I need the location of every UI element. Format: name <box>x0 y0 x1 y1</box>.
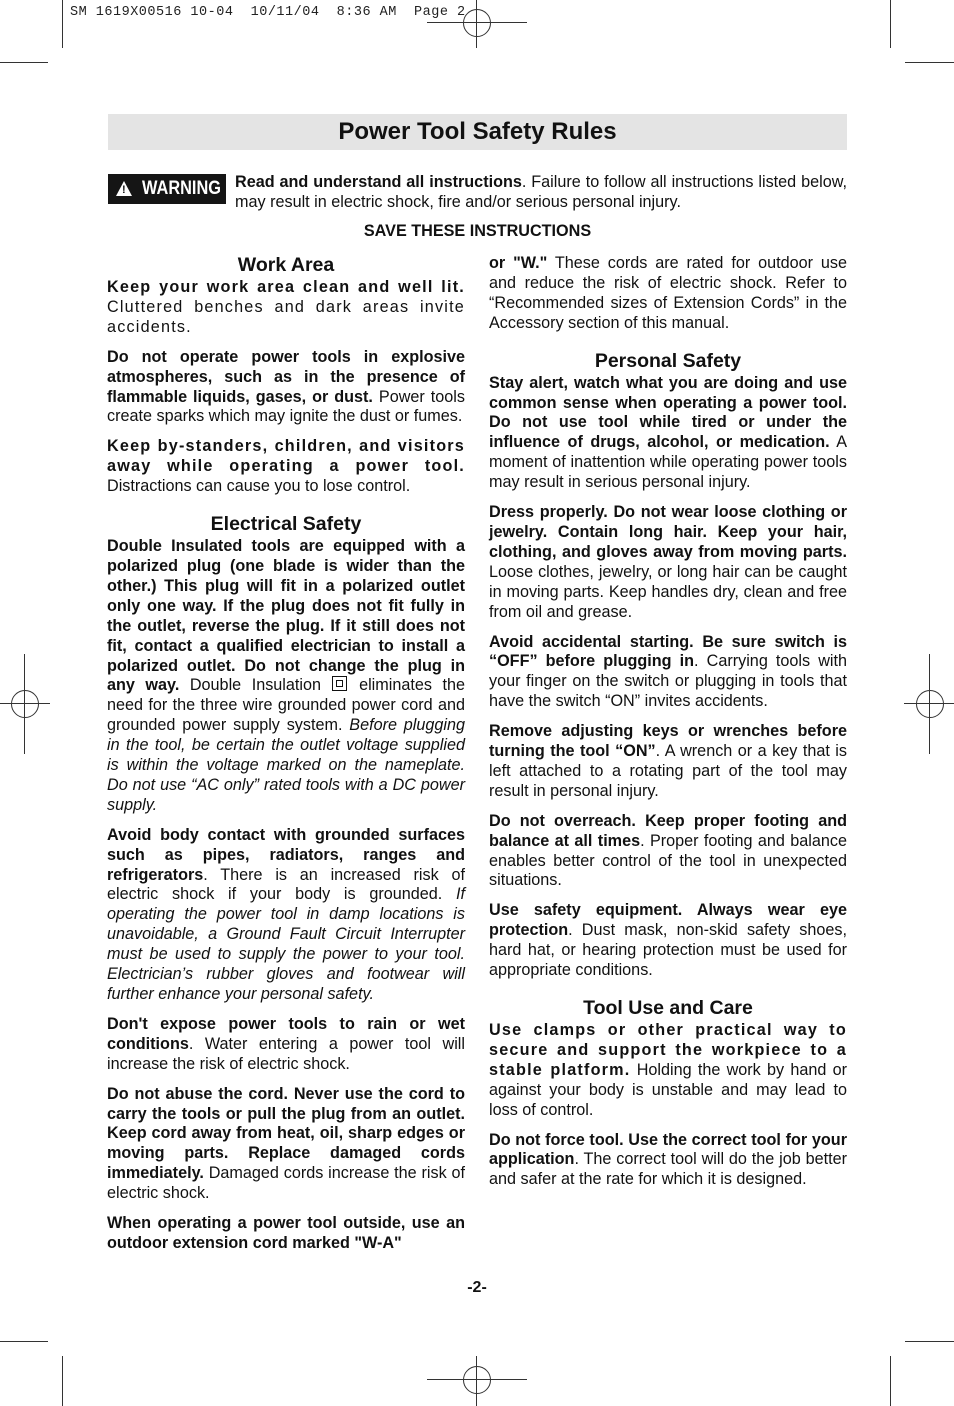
paragraph <box>107 1085 465 1204</box>
section-heading-work-area: Work Area <box>237 254 335 276</box>
rule-bold: Avoid body contact with grounded surfaces such as pipes, radiators, ranges and refrigerators <box>107 825 465 884</box>
warning-label: WARNING <box>142 178 221 199</box>
rule-text: A moment of inattention while operating power tools may result in serious personal injury. <box>489 433 847 492</box>
left-column <box>107 254 465 1264</box>
rule-bold: Don't expose power tools to rain or wet conditions <box>107 1014 465 1053</box>
paragraph <box>489 254 847 334</box>
save-instructions: SAVE THESE INSTRUCTIONS <box>363 222 592 240</box>
rule-text: eliminates the need for the three wire grounded power cord and grounded power supply system. <box>107 676 465 735</box>
crop-mark-top-right-v <box>890 0 891 48</box>
rule-text: Power tools create sparks which may ignite the dust or fumes. <box>107 387 465 426</box>
paragraph <box>489 1131 847 1191</box>
paragraph <box>107 1214 465 1254</box>
rule-text: . Dust mask, non-skid safety shoes, hard hat, or hearing protection must be used for appropriate conditions. <box>489 921 847 980</box>
paragraph <box>489 812 847 892</box>
rule-bold: Stay alert, watch what you are doing and use common sense when operating a power tool. Do not use tool while tired or under the influence of drugs, alcohol, or medication. <box>489 373 847 452</box>
paragraph <box>489 1021 847 1121</box>
paragraph <box>107 278 465 338</box>
warning-lead: Read and understand all instructions <box>235 173 522 191</box>
registration-top-circle <box>463 9 491 37</box>
rule-text: . There is an increased risk of electric shock if your body is grounded. <box>107 865 465 904</box>
rule-text: . A wrench or a key that is left attached to a rotating part of the tool may result in personal injury. <box>489 742 847 800</box>
rule-text: Double Insulation <box>179 676 332 695</box>
rule-italic: Before plugging in the tool, be certain the outlet voltage supplied is within the voltage marked on the nameplate. Do not use “AC only” rated tools with a DC power supply. <box>107 716 465 814</box>
rule-text: Holding the work by hand or against your body is unstable and may lead to loss of control. <box>489 1060 848 1119</box>
paragraph <box>489 722 847 802</box>
section-heading-personal-safety: Personal Safety <box>594 349 742 372</box>
rule-bold: Do not abuse the cord. Never use the cord to carry the tools or pull the plug from an outlet. Keep cord away from heat, oil, sharp edges or moving parts. Replace damaged cords immediately. <box>107 1084 465 1183</box>
rule-italic: If operating the power tool in damp locations is unavoidable, a Ground Fault Circuit Interrupter must be used to supply the power to your tool. Electrician’s rubber gloves and footwear will further enhance your personal safety. <box>107 885 465 1003</box>
double-insulation-icon <box>332 676 347 691</box>
print-slug: SM 1619X00516 10-04 10/11/04 8:36 AM Page 2 <box>70 5 466 20</box>
rule-bold: Do not operate power tools in explosive atmospheres, such as in the presence of flammable liquids, gases, or dust. <box>107 347 465 406</box>
crop-mark-top-left-v <box>62 0 63 48</box>
registration-right-circle <box>916 690 944 718</box>
registration-left-circle <box>11 690 39 718</box>
rule-bold: Double Insulated tools are equipped with a polarized plug (one blade is wider than the other.) This plug will fit in a polarized outlet only one way. If the plug does not fit fully in the outlet, reverse the plug. If it still does not fit, contact a qualified electrician to install a polarized outlet. Do not change the plug in any way. <box>107 537 465 695</box>
rule-text: . Water entering a power tool will increase the risk of electric shock. <box>107 1034 465 1073</box>
registration-bottom-circle <box>463 1366 491 1394</box>
warning-body: . Failure to follow all instructions listed below, may result in electric shock, fire and/or serious personal injury. <box>235 173 847 211</box>
paragraph <box>107 537 465 816</box>
paragraph <box>489 503 847 622</box>
crop-mark-bottom-right-h <box>905 1341 954 1342</box>
section-heading-tool-use-and-care: Tool Use and Care <box>583 997 753 1019</box>
rule-bold: Use clamps or other practical way to secure and support the workpiece to a stable platform. <box>489 1021 847 1079</box>
rule-bold: Avoid accidental starting. Be sure switch is “OFF” before plugging in <box>489 632 847 671</box>
warning-text <box>235 172 847 212</box>
paragraph <box>489 374 847 493</box>
paragraph <box>489 901 847 981</box>
rule-text: These cords are rated for outdoor use and reduce the risk of electric shock. Refer to “Recommended sizes of Extension Cords” in the Accessory section of this manual. <box>489 254 847 332</box>
rule-bold: Remove adjusting keys or wrenches before turning the tool “ON” <box>489 722 847 761</box>
rule-bold: Do not overreach. Keep proper footing and balance at all times <box>489 811 847 850</box>
rule-text: . The correct tool will do the job better and safer at the rate for which it is designed. <box>489 1150 847 1189</box>
rule-text: Distractions can cause you to lose control. <box>107 477 411 496</box>
rule-bold: Keep by-standers, children, and visitors away while operating a power tool. <box>107 437 465 476</box>
crop-mark-top-left-h <box>0 62 48 63</box>
page-number: -2- <box>467 1279 487 1296</box>
rule-bold: Do not force tool. Use the correct tool for your application <box>489 1130 847 1169</box>
exclamation-icon: ! <box>122 184 126 196</box>
paragraph <box>107 1015 465 1075</box>
paragraph <box>489 633 847 713</box>
page-title: Power Tool Safety Rules <box>108 114 847 150</box>
rule-bold: Dress properly. Do not wear loose clothing or jewelry. Contain long hair. Keep your hair, clothing, and gloves away from moving parts. <box>489 503 847 561</box>
rule-bold: When operating a power tool outside, use an outdoor extension cord marked "W-A" <box>107 1214 465 1252</box>
right-column <box>489 254 847 1200</box>
paragraph <box>107 348 465 428</box>
rule-bold: or "W." <box>489 254 548 272</box>
section-heading-electrical-safety: Electrical Safety <box>210 513 362 536</box>
rule-text: Loose clothes, jewelry, or long hair can be caught in moving parts. Keep handles dry, clean and free from oil and grease. <box>489 562 847 621</box>
paragraph <box>107 826 465 1005</box>
rule-text: . Proper footing and balance enables better control of the tool in unexpected situations. <box>489 831 847 890</box>
rule-bold: Use safety equipment. Always wear eye protection <box>489 901 847 940</box>
paragraph <box>107 437 465 497</box>
rule-text: Damaged cords increase the risk of electric shock. <box>107 1164 465 1203</box>
crop-mark-bottom-right-v <box>890 1356 891 1406</box>
crop-mark-bottom-left-v <box>62 1356 63 1406</box>
crop-mark-bottom-left-h <box>0 1341 48 1342</box>
crop-mark-top-right-h <box>905 62 954 63</box>
rule-bold: Keep your work area clean and well lit. <box>107 278 465 296</box>
rule-text: Cluttered benches and dark areas invite accidents. <box>107 297 465 336</box>
warning-badge <box>108 174 226 204</box>
rule-text: . Carrying tools with your finger on the switch or plugging in tools that have the switch “ON” invites accidents. <box>489 652 847 711</box>
